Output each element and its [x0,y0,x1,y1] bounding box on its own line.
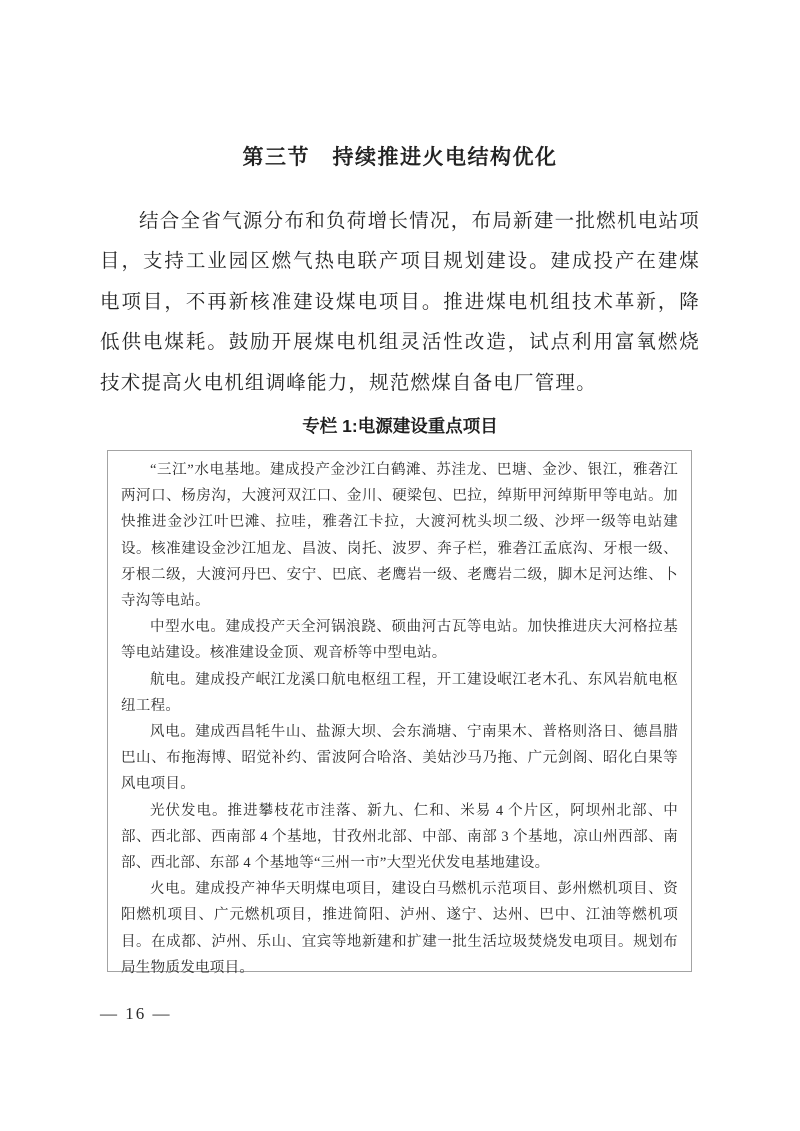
box-paragraph-medium-hydro: 中型水电。建成投产天全河锅浪跷、硕曲河古瓦等电站。加快推进庆大河格拉基等电站建设。核准建设金顶、观音桥等中型电站。 [121,619,678,662]
box-paragraph-solar-power: 光伏发电。推进攀枝花市洼落、新九、仁和、米易 4 个片区，阿坝州北部、中部、西北部、西南部 4 个基地，甘孜州北部、中部、南部 3 个基地，凉山州西部、南部、西北部、东部 4 个基地等“三州一市”大型光伏发电基地建设。 [121,802,678,872]
intro-paragraph: 结合全省气源分布和负荷增长情况，布局新建一批燃机电站项目，支持工业园区燃气热电联产项目规划建设。建成投产在建煤电项目，不再新核准建设煤电项目。推进煤电机组技术革新，降低供电煤耗。鼓励开展煤电机组灵活性改造，试点利用富氧燃烧技术提高火电机组调峰能力，规范燃煤自备电厂管理。 [100,211,700,394]
box-paragraph-thermal-power: 火电。建成投产神华天明煤电项目，建设白马燃机示范项目、彭州燃机项目、资阳燃机项目、广元燃机项目，推进简阳、泸州、遂宁、达州、巴中、江油等燃机项目。在成都、泸州、乐山、宜宾等地新建和扩建一批生活垃圾焚烧发电项目。规划布局生物质发电项目。 [121,881,678,976]
box-paragraph-navigation-power: 航电。建成投产岷江龙溪口航电枢纽工程，开工建设岷江老木孔、东风岩航电枢纽工程。 [121,671,678,714]
project-box [107,450,692,976]
page-number: — 16 — [100,1004,172,1023]
box-paragraph-hydro-base: “三江”水电基地。建成投产金沙江白鹤滩、苏洼龙、巴塘、金沙、银江，雅砻江两河口、杨房沟，大渡河双江口、金川、硬梁包、巴拉，绰斯甲河绰斯甲等电站。加快推进金沙江叶巴滩、拉哇，雅砻江卡拉，大渡河枕头坝二级、沙坪一级等电站建设。核准建设金沙江旭龙、昌波、岗托、波罗、奔子栏，雅砻江孟底沟、牙根一级、牙根二级，大渡河丹巴、安宁、巴底、老鹰岩一级、老鹰岩二级，脚木足河达维、卜寺沟等电站。 [121,462,678,610]
box-title: 专栏 1:电源建设重点项目 [302,416,498,436]
box-paragraph-wind-power: 风电。建成西昌牦牛山、盐源大坝、会东淌塘、宁南果木、普格则洛日、德昌腊巴山、布拖海博、昭觉补约、雷波阿合哈洛、美姑沙马乃拖、广元剑阁、昭化白果等风电项目。 [121,724,678,793]
section-title: 第三节 持续推进火电结构优化 [242,145,558,169]
